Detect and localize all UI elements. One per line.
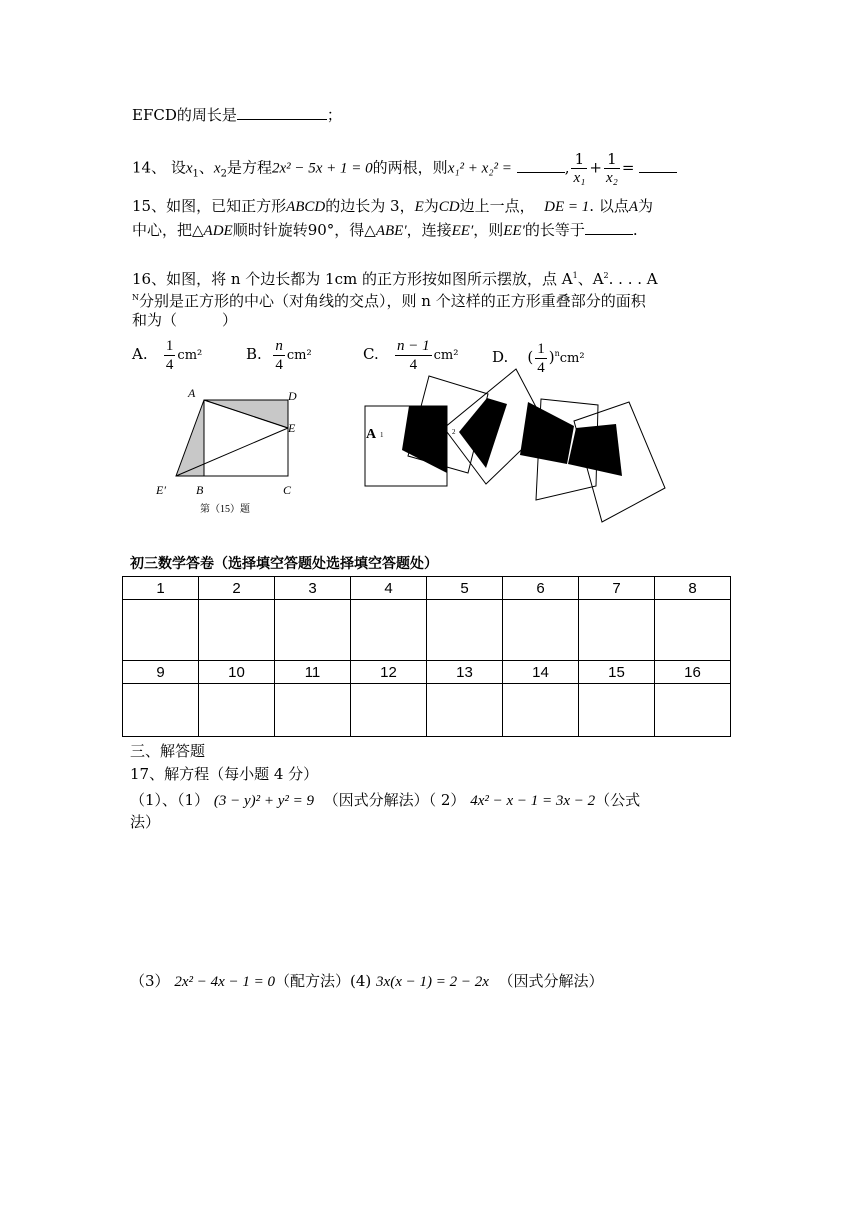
q13-text: EFCD的周长是 [132,106,237,124]
figure15-caption: 第（15）题 [200,504,250,515]
overlap-4 [568,424,622,476]
q16-option-b-label: B. [246,345,262,363]
q15-is-on: 为 [423,197,439,215]
q17-3-equation: 2x² − 4x − 1 = 0 [174,974,276,990]
question-15-line2 [132,220,638,241]
q16-option-a-unit: cm² [177,348,203,363]
answer-num-7: 7 [579,577,655,600]
triangle-abe-prime-shaded [176,400,204,476]
answer-num-11: 11 [275,661,351,684]
answer-num-16: 16 [655,661,731,684]
q15-abcd: ABCD [286,199,326,215]
label-2: 2 [452,428,456,436]
q16-line2: 分别是正方形的中心（对角线的交点），则 n 个这样的正方形重叠部分的面积 [139,292,646,310]
question-15-line1 [132,196,653,217]
label-e: E [288,421,296,435]
q16-a2-sub: 2 [603,271,609,280]
q13-end: ； [326,106,342,124]
answer-table [122,576,731,737]
answer-num-5: 5 [427,577,503,600]
section-3-title: 三、解答题 [130,742,206,760]
answer-num-2: 2 [199,577,275,600]
q16-dots: . . . . A [608,270,658,288]
answer-header-row-2 [123,661,731,684]
answer-blank-row-1 [123,600,731,661]
q15-center-a: . 以点 [589,197,629,215]
answer-num-8: 8 [655,577,731,600]
answer-num-15: 15 [579,661,655,684]
answer-num-4: 4 [351,577,427,600]
q15-e: E [414,199,424,215]
q14-plus: + [589,158,602,177]
answer-cell-9[interactable] [123,684,199,737]
q14-equation: 2x² − 5x + 1 = 0 [271,160,373,177]
q16-option-a-label: A. [132,345,148,363]
q14-frac-1 [571,150,587,187]
answer-cell-2[interactable] [199,600,275,661]
answer-header-row-1 [123,577,731,600]
label-a1-sub: 1 [380,431,384,439]
q14-prefix: 14、 设 [132,158,186,177]
question-16-line3 [132,310,237,330]
answer-cell-10[interactable] [199,684,275,737]
q16-option-d-den: 4 [537,359,545,376]
question-16-line1 [132,266,658,289]
label-a: A [188,386,196,400]
q17-4-method: （因式分解法） [498,972,604,990]
q15-answer-blank [585,220,633,235]
q16-option-b-unit: cm² [286,348,312,363]
q17-1-prefix: （1）、（1） [130,791,210,809]
answer-num-12: 12 [351,661,427,684]
question-14 [132,150,677,187]
q17-2-equation: 4x² − x − 1 = 3x − 2 [470,793,596,809]
q15-as: 为 [638,197,654,215]
q16-option-a-frac [164,337,176,374]
q15-length-of: 的长等于 [524,221,585,239]
answer-num-10: 10 [199,661,275,684]
q16-option-d-power: n [554,349,560,358]
q16-option-c-num: n − 1 [397,337,430,354]
q14-blank-2 [639,158,677,173]
q15-line2a: 中心，把△ [132,221,204,239]
q16-mid: 、A [577,270,604,288]
q15-rotate: 顺时针旋转90°，得△ [232,221,376,239]
q17-4-equation: 3x(x − 1) = 2 − 2x [376,974,489,990]
q14-x1: x [185,160,193,177]
q16-option-c-label: C. [363,345,379,363]
q16-option-c-den: 4 [409,356,418,373]
q16-option-a-den: 4 [165,356,174,373]
q15-a: A [628,199,639,215]
q16-option-c-unit: cm² [433,348,459,363]
q17-2-method: （公式 [595,791,641,809]
q16-option-d-label: D. [492,348,509,366]
q16-option-b-den: 4 [275,356,283,373]
answer-cell-13[interactable] [427,684,503,737]
answer-cell-11[interactable] [275,684,351,737]
q17-line1-cont: 法） [130,813,161,831]
q15-end: . [632,221,638,239]
q15-cd: CD [438,199,460,215]
answer-cell-5[interactable] [427,600,503,661]
q17-line1 [130,790,640,811]
q17-1-method: （因式分解法）（ 2） [323,791,466,809]
q14-comma: , [564,158,570,177]
answer-num-13: 13 [427,661,503,684]
label-a1: A [366,427,377,442]
q15-length-eq: ，则 [473,221,504,239]
label-b: B [196,483,204,497]
q16-option-d-num: 1 [537,340,545,357]
q14-x1-sub: 1 [192,168,199,180]
question-16-line2 [132,288,646,311]
answer-cell-3[interactable] [275,600,351,661]
q17-1-equation: (3 − y)² + y² = 9 [213,793,315,809]
q16-line2-sub: N [132,293,139,302]
q15-point-on-side: 边上一点， [459,197,535,215]
answer-cell-6[interactable] [503,600,579,661]
q15-de1: DE = 1 [544,199,590,215]
q14-equals: = [621,158,635,177]
answer-num-14: 14 [503,661,579,684]
q13-tail [132,105,342,125]
q16-a1-sub: 1 [572,271,578,280]
q17-3-method: （配方法）(4) [275,972,372,990]
label-e-prime: E′ [156,483,166,497]
q16-option-a [132,332,202,376]
answer-blank-row-2 [123,684,731,737]
q17-3-prefix: （3） [130,972,170,990]
q14-frac1-den: x₁ [573,170,586,186]
answer-num-9: 9 [123,661,199,684]
q15-ee: EE′ [451,223,474,239]
label-4: 4 [546,448,550,456]
answer-cell-14[interactable] [503,684,579,737]
q16-option-b [246,332,312,376]
figure-15 [150,384,330,520]
q13-answer-blank [237,105,327,120]
q14-x2-sub: 2 [220,168,227,180]
q16-option-a-num: 1 [165,337,174,354]
answer-cell-16[interactable] [655,684,731,737]
answer-num-6: 6 [503,577,579,600]
answer-cell-12[interactable] [351,684,427,737]
q15-line1: 15、如图，已知正方形 [132,197,287,215]
q16-option-d: D. ( $\frac{1}{4}$ )$^n$cm² [492,340,585,376]
q14-x2: x [213,160,221,177]
q14-frac2-num: 1 [604,150,620,169]
q16-line3: 和为（ ） [132,311,238,329]
q17-title: 17、解方程（每小题 4 分） [130,765,319,783]
q16-option-b-frac [273,337,285,374]
answer-sheet-title: 初三数学答卷（选择填空答题处选择填空答题处） [130,556,438,572]
q14-two-roots: 的两根，则 [372,158,448,177]
q15-side3: 的边长为 3， [325,197,415,215]
q14-frac2-den: x₂ [605,170,618,186]
answer-cell-8[interactable] [655,600,731,661]
q16-line1: 16、如图，将 n 个边长都为 1cm 的正方形按如图所示摆放，点 A [132,270,573,288]
q14-frac1-num: 1 [571,150,587,169]
answer-cell-7[interactable] [579,600,655,661]
q15-abe: ABE′ [375,223,407,239]
answer-cell-4[interactable] [351,600,427,661]
answer-cell-15[interactable] [579,684,655,737]
q15-ade: ADE [203,223,233,239]
answer-cell-1[interactable] [123,600,199,661]
label-c: C [283,483,292,497]
q16-option-b-num: n [275,337,283,354]
q15-connect: ，连接 [406,221,452,239]
q14-sum-squares: x₁² + x₂² = [447,160,512,177]
q14-sep: 、 [198,158,214,177]
answer-num-1: 1 [123,577,199,600]
q14-frac-2 [604,150,620,187]
label-d: D [288,389,297,403]
q14-blank-1 [517,158,565,173]
q16-option-d-unit: cm² [559,351,585,366]
q15-ee2: EE′ [503,223,525,239]
q17-line2 [130,971,603,992]
q14-roots-of: 是方程 [226,158,272,177]
figure-16 [360,364,670,526]
answer-num-3: 3 [275,577,351,600]
